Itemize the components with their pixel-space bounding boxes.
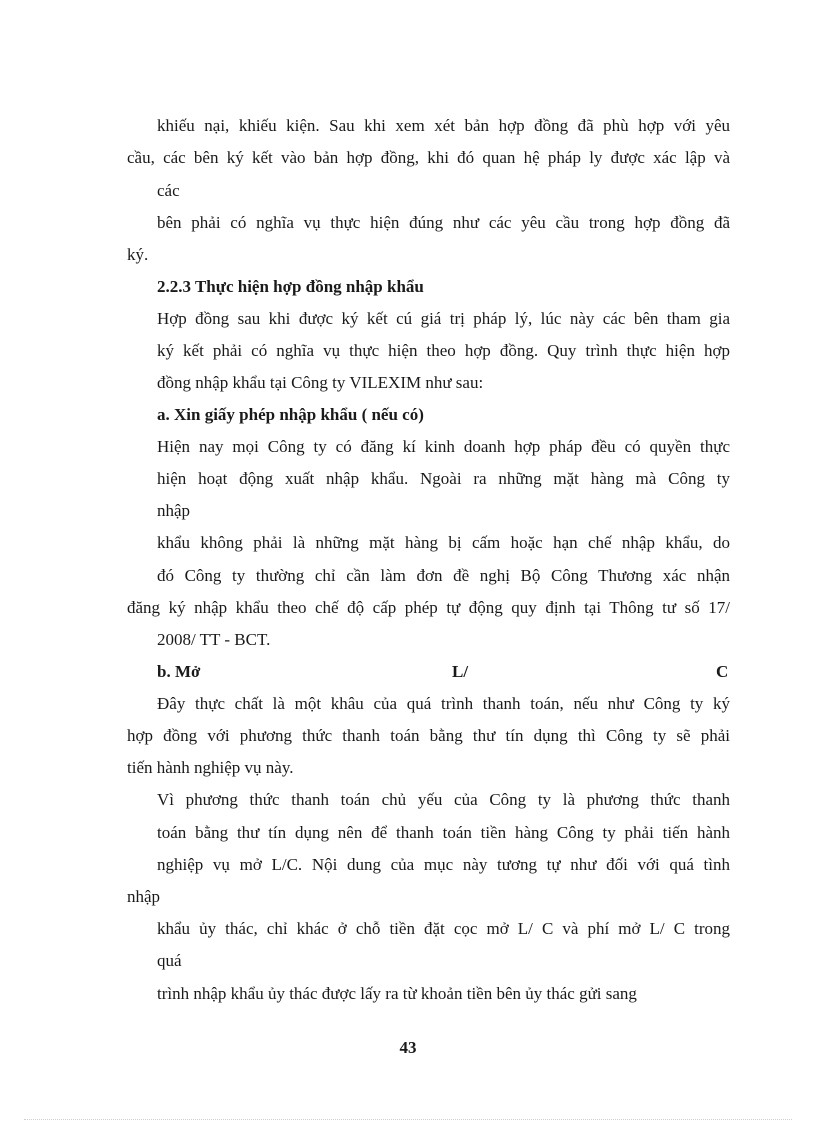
subsection-heading: a. Xin giấy phép nhập khẩu ( nếu có)	[157, 405, 424, 424]
text-line: hợp đồng với phương thức thanh toán bằng thư tín dụng thì Công ty sẽ phải	[127, 726, 730, 745]
text-line: các	[157, 181, 180, 200]
text-line: nhập	[127, 887, 161, 906]
text-line: nghiệp vụ mở L/C. Nội dung của mục này tương tự như đối với quá tình	[157, 855, 730, 874]
text-line: quá	[157, 951, 182, 970]
text-line: đăng ký nhập khẩu theo chế độ cấp phép tự động quy định tại Thông tư số 17/	[127, 598, 730, 617]
page-number: 43	[399, 1038, 417, 1057]
text-line: ký kết phải có nghĩa vụ thực hiện theo hợp đồng. Quy trình thực hiện hợp	[157, 341, 730, 360]
text-line: tiến hành nghiệp vụ này.	[127, 758, 294, 777]
text-line: hiện hoạt động xuất nhập khẩu. Ngoài ra những mặt hàng mà Công ty	[157, 469, 730, 488]
text-line: Vì phương thức thanh toán chủ yếu của Công ty là phương thức thanh	[157, 790, 730, 809]
text-line: đồng nhập khẩu tại Công ty VILEXIM như sau:	[157, 373, 484, 392]
text-line: khẩu ủy thác, chỉ khác ở chỗ tiền đặt cọc mở L/ C và phí mở L/ C trong	[157, 919, 730, 938]
subsection-heading-part: C	[716, 662, 729, 681]
text-line: nhập	[157, 501, 191, 520]
text-line: Đây thực chất là một khâu của quá trình thanh toán, nếu như Công ty ký	[157, 694, 730, 713]
text-line: Hiện nay mọi Công ty có đăng kí kinh doanh hợp pháp đều có quyền thực	[157, 437, 730, 456]
section-heading: 2.2.3 Thực hiện hợp đồng nhập khẩu	[157, 277, 424, 296]
text-line: toán bằng thư tín dụng nên để thanh toán tiền hàng Công ty phải tiến hành	[157, 823, 730, 842]
page-border	[24, 1119, 792, 1120]
text-line: trình nhập khẩu ủy thác được lấy ra từ khoản tiền bên ủy thác gửi sang	[157, 984, 637, 1003]
text-line: ký.	[127, 245, 149, 264]
text-line: bên phải có nghĩa vụ thực hiện đúng như các yêu cầu trong hợp đồng đã	[157, 213, 730, 232]
subsection-heading-part: b. Mở	[157, 662, 201, 681]
text-line: đó Công ty thường chỉ cần làm đơn đề nghị Bộ Công Thương xác nhận	[157, 566, 730, 585]
text-line: Hợp đồng sau khi được ký kết cú giá trị pháp lý, lúc này các bên tham gia	[157, 309, 730, 328]
text-line: cầu, các bên ký kết vào bản hợp đồng, khi đó quan hệ pháp ly được xác lập và	[127, 148, 730, 167]
subsection-heading-part: L/	[452, 662, 469, 681]
text-line: 2008/ TT - BCT.	[157, 630, 271, 649]
text-line: khiếu nại, khiếu kiện. Sau khi xem xét bản hợp đồng đã phù hợp với yêu	[157, 116, 730, 135]
text-line: khẩu không phải là những mặt hàng bị cấm hoặc hạn chế nhập khẩu, do	[157, 533, 730, 552]
